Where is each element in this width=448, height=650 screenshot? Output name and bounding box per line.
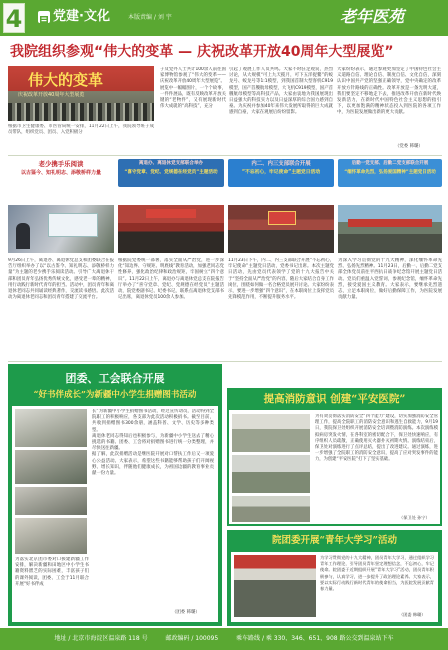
main-article-col3: 引起了观展工作人员共鸣。大家不时驻足观赏，热烈讨论，从大规模“可上九天揽月，可下五洋捉鳖”的蛟龙号、蛟龙号等1:1模型，到我国首制大型客机C919模型，国产首艘航母模型，大飞机C919模型，国产首艘航母模型等高科技产品，大家由衷地为我国展现出日益强大的科技实力以及日益深厚的综合国力感到自豪。为庆祝并参加40年来伟大发展所取得的巨大成就感到自豪，大家在观展后纷纷留影。	[229, 67, 333, 116]
book-donation-photo-3	[15, 487, 87, 515]
book-donation-box	[8, 364, 222, 626]
editor-credit: 本版责编 / 刘 宇	[128, 14, 172, 21]
main-article-col2: 子及党外人士共计100余人前往国家博物馆参观了“伟大的变革——庆祝改革开放40周年大型展览”。 展览中一幅幅图片，一个个故事，一件件展品，既有反映改革开放关键的“老物件”，又有展现新时代伟大成就的“高科技”，充分	[160, 67, 226, 110]
page-footer	[0, 628, 448, 650]
main-article-col4: 大家纷纷表示，通过参观更加坚定了中国特色社会主义道路自信、理论自信、制度自信、文化自信，深刻认识中国共产党的坚强正确领导，党中央确定的改革开放方针路线的正确性。改革开放是一条光明大道，我们要坚定不移地走下去，推进改革开放在新时代焕发新活力，在新时代中国特色社会主义思想的指引下，以更加饱满的精神状态投入到医院的各项工作中，为医院发展做出新的更大贡献。	[337, 67, 441, 116]
logistics-photo	[338, 205, 442, 253]
dept-party-banner-line1: 内二、内三支部联合开展	[251, 161, 311, 167]
main-article-byline: （党委 韩璐）	[395, 144, 423, 149]
book-donation-body-right: 长”为新疆中小学生捐赠图书活动，经过宣传动员，活动得到全院职工的积极响应，各支部为此次活动积极捐书。截至目前，共收到捐赠图书300余册，涵盖科普、文学、历史等多种类型。 离退休老同志得知后也积极参与，为新疆中小学生送去了精心挑选的书籍。团委、工会将对捐赠图书进行统一分类整理，并尽快送往新疆。 据了解，此次捐赠活动是继医院开展对口帮扶工作后又一项爱心公益活动。大家表示，希望这些书籍能够帮助孩子们开阔视野、增长知识，伴随他们健康成长，为祖国边疆的教育事业贡献一份力量。	[92, 409, 214, 477]
footer-bus-route: 乘车路线 / 乘 330、346、651、908 路公交到温泉站下车	[236, 635, 394, 642]
party-rules-article	[118, 159, 224, 359]
party-rules-body: 根据院党委统一部署，落实全面从严治党，进一步深化“知边界、守规矩、明底线”教育活动，加强老同志党性修养，强化政治纪律和政治规矩，牢固树立“四个意识”。11月22日上午，离退办与离退休党总支在院报告厅举办了“喜守党章、党纪、党规德在经党员”主题活动，院党委副书记、纪委书记，联系点离退休党支部书记出席，离退休党员100余人参加。	[118, 258, 224, 301]
photo-banner-subtitle: 庆祝改革开放40周年大型展览	[18, 92, 85, 98]
masthead-brand: 老年医苑	[340, 7, 405, 26]
dept-party-body: 11月23日下午，内二、内三支部联合开展“不忘初心，牢记使命”主题党日活动，党委书记出席。本次主题党日活动，先由党员代表领学了党的十九大报告中关于“坚持全面从严治党”的内容，随后大家结合自身工作岗位，围绕如何做一名合格党员展开讨论。大家纷纷表示，要进一步增强“四个意识”，在本职岗位上发挥党员先锋模范作用，不断提升服务水平。	[228, 258, 334, 301]
dept-party-day-article	[228, 159, 334, 359]
reading-headline	[8, 159, 114, 181]
reading-photo	[8, 205, 114, 253]
photo-banner-title: 伟大的变革	[28, 71, 104, 89]
divider	[8, 155, 442, 156]
logistics-banner	[338, 159, 442, 187]
youth-study-box	[227, 530, 442, 626]
fire-safety-box	[227, 388, 442, 526]
footer-postcode: 邮政编码 / 100095	[165, 635, 219, 642]
book-donation-byline: （团委 韩璐）	[172, 610, 200, 615]
book-donation-photo-2	[15, 450, 87, 484]
youth-study-byline: （团委 韩璐）	[399, 612, 426, 617]
youth-study-body: 为学习贯彻党的十九大精神，团员青年大学习，通过组织学习青年工作理论，引导团员青年坚定理想信念，不忘初心，牢记使命。院团委于近期组织开展“青年大学习”活动，团员青年积极参与，认真学习，进一步提升了政治理论素养。大家表示，要以实际行动践行新时代青年的使命担当，为医院发展贡献青春力量。	[320, 555, 434, 592]
book-donation-title-line2: “好书伴成长”为新疆中小学生捐赠图书活动	[33, 390, 197, 400]
main-article-title: 我院组织参观“伟大的变革 — 庆祝改革开放40周年大型展览”	[10, 44, 394, 60]
book-donation-body-left: 为落实北京团市委对口援建新疆工作安排，解决新疆和田地区中小学生书籍资料匮乏的实际困难，丰富孩子们的课外阅读，团委、工会于11月联合开展“好书伴成	[15, 557, 89, 587]
book-donation-photo-4	[15, 518, 87, 554]
fire-drill-photo-2	[232, 455, 310, 493]
logistics-banner-line2: “缅怀革命先烈，弘扬爱国精神”主题党日活动	[344, 170, 436, 175]
youth-study-inner	[231, 552, 438, 622]
crowd-graphic	[8, 103, 154, 121]
reading-article	[8, 159, 114, 359]
youth-study-photo	[234, 555, 316, 617]
book-donation-photo-1	[15, 409, 87, 447]
fire-safety-byline: （保卫处 孙宁）	[399, 515, 430, 520]
party-rules-photo	[118, 205, 224, 253]
fire-safety-body: 为有效贯彻落实消防安全“四个能力”建设，切实加强消防安全管理工作，提高全院职工的消防安全意识和逃生自救能力，9月19日，我院保卫处组织开展消防安全培训暨消防演练。本次演练模拟病房突发火情，在各科室的密切配合下，保卫处快速响应，有序组织人员疏散，正确使用灭火器扑灭初期火情。演练结束后，保卫处对演练进行了点评总结，提出了改进建议。通过演练，进一步增强了全院职工的消防安全意识，提高了应对突发事件的能力，为创建“平安医院”打下了坚实基础。	[315, 414, 438, 463]
dept-party-banner-line2: “不忘初心，牢记使命”主题党日活动	[241, 170, 321, 175]
dept-party-photo	[228, 205, 334, 253]
newspaper-icon	[38, 11, 50, 23]
reading-body: 9月26日上午，离退办、离退休党总支和团委联合在报告厅组织举办了以“以古鉴今、知礼明志、添敬桥样力量”为主题的老少携手乐阅读活动。引导广大离退休干部和团员青年弘扬优秀传统文化，感受老一辈的精神，用行动践行新时代青年的担当。活动中，团员青年和离退休老同志共同诵读经典著作，交流读书感悟。此次活动为离退休老同志和团员青年搭建了交流平台。	[8, 258, 114, 301]
logistics-banner-line1: 后勤一党支部、后勤二党支部联合开展	[351, 161, 429, 166]
fire-drill-photo-3	[232, 496, 310, 522]
exhibition-photo	[8, 66, 154, 121]
youth-study-title: 院团委开展“青年大学习”活动	[272, 535, 397, 546]
party-rules-banner-line1: 离退办、离退休党支部联合举办	[138, 161, 204, 166]
logistics-body: 为深入学习贯彻党的十九大精神，深化缅怀革命先烈、弘扬先烈精神。11月23日，后勤一、后勤二党支部全体党员前往平西抗日战争纪念馆开展主题党日活动。党员们重温入党誓词，参观纪念馆，缅怀革命先烈，接受爱国主义教育。大家表示，要继承先烈遗志，立足本职岗位，做好后勤保障工作，为医院发展贡献力量。	[338, 258, 442, 301]
reading-headline-sub: 以古鉴今、知礼明志、添敬桥样力量	[20, 170, 101, 176]
divider	[8, 361, 442, 362]
dept-party-banner	[228, 159, 334, 187]
party-rules-banner	[118, 159, 224, 187]
book-donation-title-line1: 团委、工会联合开展	[65, 372, 165, 385]
reading-headline-main: 老少携手乐阅读	[38, 160, 84, 168]
party-rules-banner-line2: “喜守党章、党纪、党规德在经党员”主题活动	[124, 170, 218, 175]
logistics-party-article	[338, 159, 442, 359]
main-photo-caption: 根据市卫生健康委、市医管局统一安排，11月22日上午，我院领导班子成员带队，组织党员、团员、入党积极分	[8, 124, 154, 135]
fire-safety-title: 提高消防意识 创建“平安医院”	[263, 393, 406, 405]
page-number: 4	[3, 3, 25, 33]
section-title: 党建·文化	[53, 9, 110, 24]
book-donation-inner	[12, 406, 218, 622]
fire-drill-photo-1	[232, 414, 310, 452]
footer-address: 地址 / 北京市海淀区温泉路 118 号	[54, 635, 148, 642]
